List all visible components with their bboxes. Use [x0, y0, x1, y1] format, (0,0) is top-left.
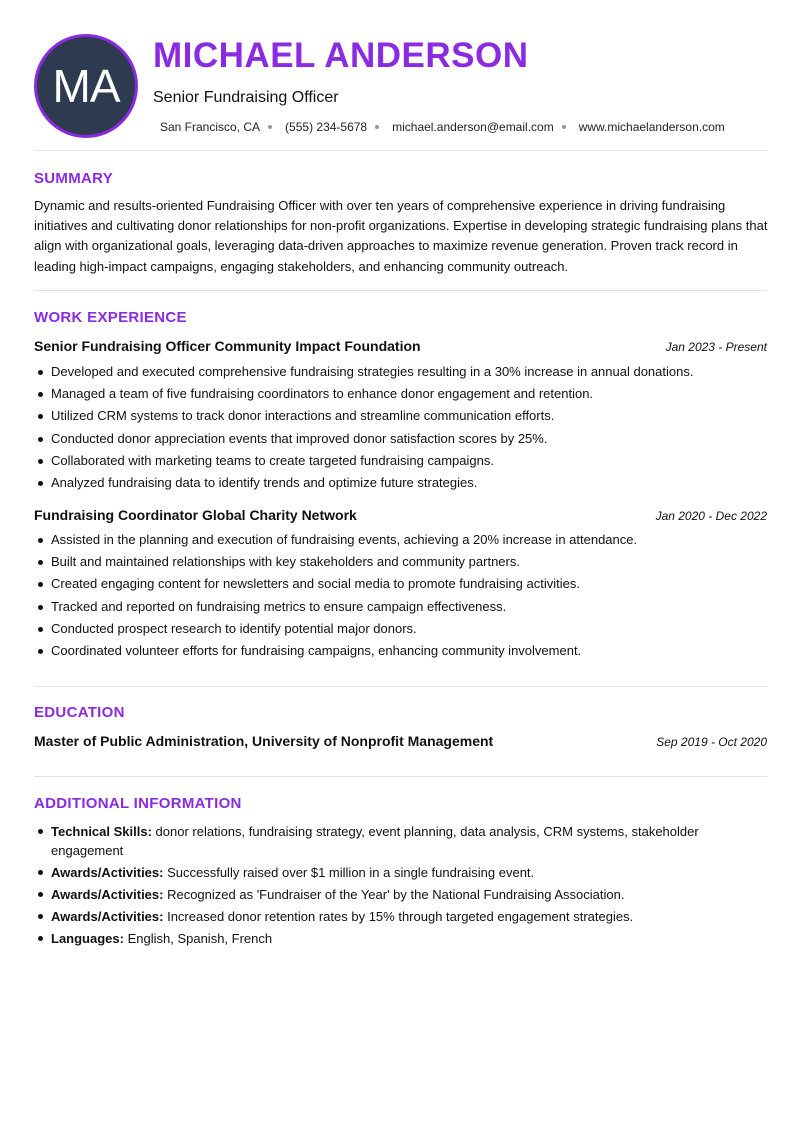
contact-email[interactable]: michael.anderson@email.com: [392, 120, 554, 134]
list-item: [34, 863, 767, 882]
additional-heading: ADDITIONAL INFORMATION: [34, 795, 242, 812]
item-text: Successfully raised over $1 million in a single fundraising event.: [163, 865, 535, 880]
section-divider: [34, 150, 767, 151]
job-header: [34, 507, 767, 525]
resume-header: [34, 34, 767, 138]
experience-heading: WORK EXPERIENCE: [34, 309, 187, 326]
list-item: Developed and executed comprehensive fundraising strategies resulting in a 30% increase in annual donations.: [34, 364, 767, 380]
separator-dot: [268, 125, 272, 129]
avatar-initials: MA: [52, 60, 120, 112]
list-item: Utilized CRM systems to track donor interactions and streamline communication efforts.: [34, 408, 767, 424]
item-text: Recognized as 'Fundraiser of the Year' by the National Fundraising Association.: [163, 887, 625, 902]
job-dates: Jan 2023 - Present: [665, 340, 767, 354]
education-entry: [34, 733, 767, 751]
list-item: Collaborated with marketing teams to create targeted fundraising campaigns.: [34, 453, 767, 469]
list-item: Conducted prospect research to identify potential major donors.: [34, 621, 767, 637]
summary-heading: SUMMARY: [34, 170, 114, 187]
item-label: Technical Skills:: [51, 824, 152, 839]
separator-dot: [375, 125, 379, 129]
contact-website[interactable]: www.michaelanderson.com: [578, 120, 725, 134]
contact-location: San Francisco, CA: [160, 120, 261, 134]
education-dates: Sep 2019 - Oct 2020: [656, 735, 767, 749]
education-heading: EDUCATION: [34, 704, 125, 721]
job-header: [34, 338, 767, 356]
item-text: donor relations, fundraising strategy, event planning, data analysis, CRM systems, stakeholder engagement: [51, 824, 699, 858]
list-item: Conducted donor appreciation events that improved donor satisfaction scores by 25%.: [34, 431, 767, 447]
item-label: Awards/Activities:: [51, 865, 164, 880]
candidate-title: Senior Fundraising Officer: [153, 89, 339, 106]
avatar: [34, 34, 138, 138]
summary-text: Dynamic and results-oriented Fundraising Officer with over ten years of comprehensive experience in driving fundraising initiatives and cultivating donor relationships for non-profit organizations. Expertise in developing strategic fundraising plans that align with organizational goals, leveraging data-driven approaches to maximize revenue generation. Proven track record in leading high-impact campaigns, engaging stakeholders, and enhancing community outreach.: [34, 198, 768, 274]
list-item: [34, 822, 767, 860]
job-role: Senior Fundraising Officer Community Impact Foundation: [34, 338, 421, 354]
job-dates: Jan 2020 - Dec 2022: [655, 509, 767, 523]
additional-list: [34, 822, 767, 951]
list-item: Coordinated volunteer efforts for fundraising campaigns, enhancing community involvement.: [34, 643, 767, 659]
item-label: Languages:: [51, 931, 124, 946]
candidate-name: MICHAEL ANDERSON: [153, 36, 529, 75]
contact-info: [160, 120, 725, 134]
list-item: [34, 907, 767, 926]
section-divider: [34, 290, 767, 291]
section-divider: [34, 776, 767, 777]
list-item: Created engaging content for newsletters and social media to promote fundraising activities.: [34, 576, 767, 592]
section-divider: [34, 686, 767, 687]
contact-phone: (555) 234-5678: [285, 120, 368, 134]
item-label: Awards/Activities:: [51, 887, 164, 902]
job-bullets: [34, 364, 767, 497]
list-item: Analyzed fundraising data to identify trends and optimize future strategies.: [34, 475, 767, 491]
item-text: Increased donor retention rates by 15% through targeted engagement strategies.: [163, 909, 634, 924]
list-item: [34, 929, 767, 948]
education-degree: Master of Public Administration, University of Nonprofit Management: [34, 733, 494, 749]
job-role: Fundraising Coordinator Global Charity Network: [34, 507, 357, 523]
list-item: Built and maintained relationships with key stakeholders and community partners.: [34, 554, 767, 570]
list-item: [34, 885, 767, 904]
job-bullets: [34, 532, 767, 665]
item-text: English, Spanish, French: [123, 931, 273, 946]
list-item: Tracked and reported on fundraising metrics to ensure campaign effectiveness.: [34, 599, 767, 615]
item-label: Awards/Activities:: [51, 909, 164, 924]
separator-dot: [562, 125, 566, 129]
list-item: Assisted in the planning and execution of fundraising events, achieving a 20% increase in attendance.: [34, 532, 767, 548]
list-item: Managed a team of five fundraising coordinators to enhance donor engagement and retention.: [34, 386, 767, 402]
